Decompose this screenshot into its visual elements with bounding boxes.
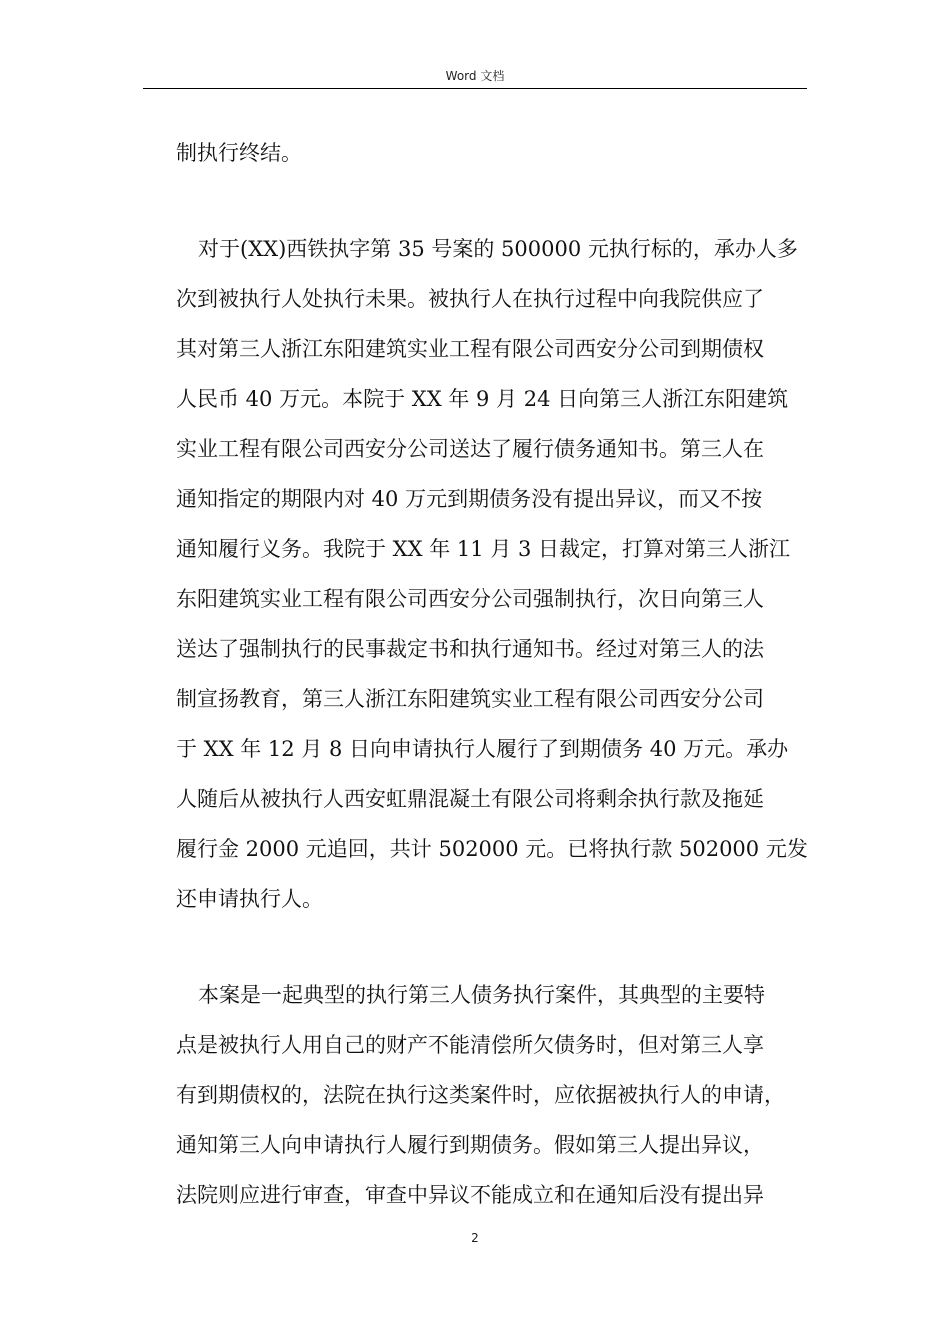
body-line: 实业工程有限公司西安分公司送达了履行债务通知书。第三人在 bbox=[176, 437, 764, 461]
header-divider bbox=[143, 88, 807, 89]
page-number: 2 bbox=[471, 1231, 479, 1245]
body-line: 人民币 40 万元。本院于 XX 年 9 月 24 日向第三人浙江东阳建筑 bbox=[176, 387, 789, 411]
body-line: 本案是一起典型的执行第三人债务执行案件，其典型的主要特 bbox=[198, 983, 765, 1007]
body-line: 还申请执行人。 bbox=[176, 887, 323, 911]
body-line: 法院则应进行审查，审查中异议不能成立和在通知后没有提出异 bbox=[176, 1183, 764, 1207]
body-line: 通知履行义务。我院于 XX 年 11 月 3 日裁定，打算对第三人浙江 bbox=[176, 537, 791, 561]
body-line: 制执行终结。 bbox=[176, 141, 302, 165]
body-line: 送达了强制执行的民事裁定书和执行通知书。经过对第三人的法 bbox=[176, 637, 764, 661]
body-line: 东阳建筑实业工程有限公司西安分公司强制执行，次日向第三人 bbox=[176, 587, 764, 611]
body-line: 次到被执行人处执行未果。被执行人在执行过程中向我院供应了 bbox=[176, 287, 764, 311]
body-line: 通知第三人向申请执行人履行到期债务。假如第三人提出异议， bbox=[176, 1133, 764, 1157]
body-line: 于 XX 年 12 月 8 日向申请执行人履行了到期债务 40 万元。承办 bbox=[176, 737, 789, 761]
body-line: 制宣扬教育，第三人浙江东阳建筑实业工程有限公司西安分公司 bbox=[176, 687, 764, 711]
body-line: 通知指定的期限内对 40 万元到期债务没有提出异议，而又不按 bbox=[176, 487, 763, 511]
body-line: 其对第三人浙江东阳建筑实业工程有限公司西安分公司到期债权 bbox=[176, 337, 764, 361]
body-line: 人随后从被执行人西安虹鼎混凝土有限公司将剩余执行款及拖延 bbox=[176, 787, 764, 811]
body-line: 点是被执行人用自己的财产不能清偿所欠债务时，但对第三人享 bbox=[176, 1033, 764, 1057]
body-line: 对于(XX)西铁执字第 35 号案的 500000 元执行标的，承办人多 bbox=[198, 237, 798, 261]
body-line: 履行金 2000 元追回，共计 502000 元。已将执行款 502000 元发 bbox=[176, 837, 808, 861]
page-header-title: Word 文档 bbox=[445, 69, 505, 83]
body-line: 有到期债权的，法院在执行这类案件时，应依据被执行人的申请， bbox=[176, 1083, 785, 1107]
